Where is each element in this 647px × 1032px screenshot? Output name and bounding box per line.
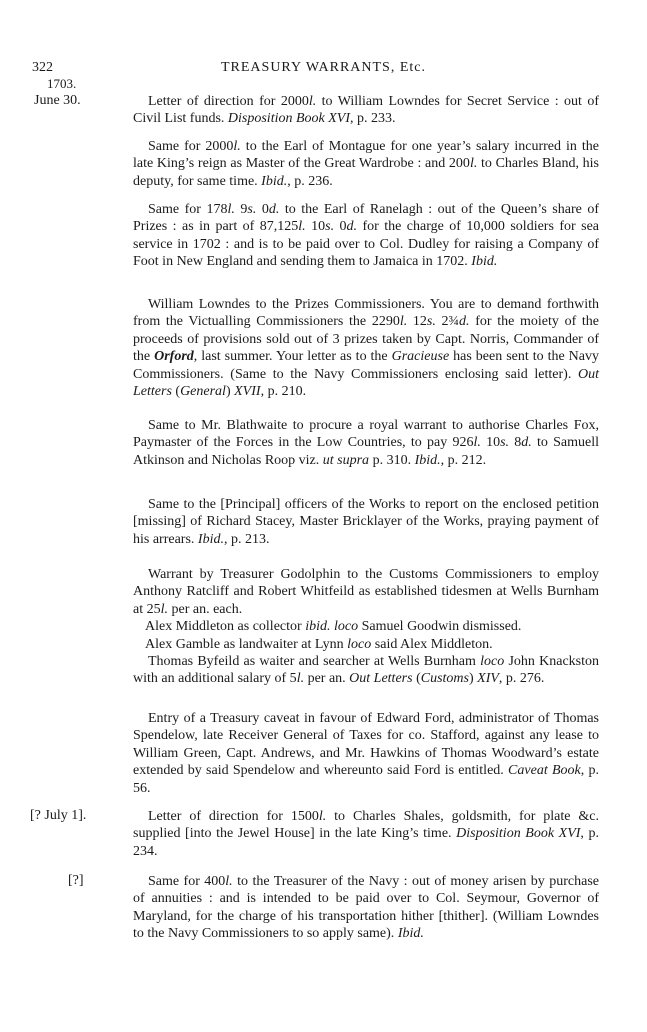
entry-prizes-commissioners — [133, 296, 599, 400]
entry-text: Letter of direction for 2000l. to William Lowndes for Secret Service : out of Civil List funds. Disposition Book XVI, p. 233. — [133, 94, 599, 127]
entry-text: Same to Mr. Blathwaite to procure a royal warrant to authorise Charles Fox, Paymaster of the Forces in the Low Countries, to pay 926l. 10s. 8d. to Samuell Atkinson and Nicholas Roop viz. ut supra p. 310. Ibid., p. 212. — [133, 418, 600, 468]
entry-officers-of-works — [133, 496, 599, 548]
entry-text: Same for 2000l. to the Earl of Montague for one year’s salary incurred in the late King’s reign as Master of the Great Wardrobe : and 200l. to Charles Bland, his deputy, for same time. Ibid., p. 236. — [133, 139, 600, 189]
entry-blathwaite — [133, 417, 599, 469]
entry-subline: Alex Gamble as landwaiter at Lynn loco said Alex Middleton. — [145, 636, 493, 652]
entry-text: Letter of direction for 1500l. to Charles Shales, goldsmith, for plate &c. supplied [into the Jewel House] in the late King’s time. Disposition Book XVI, p. 234. — [133, 809, 599, 859]
entry-text: Same for 400l. to the Treasurer of the Navy : out of money arisen by purchase of annuities : and is intended to be paid over to Col. Seymour, Governor of Maryland, for the charge of his transportation hither [thither]. (William Lowndes to the Navy Commissioners to so apply same). Ibid. — [133, 874, 599, 942]
entry-text: Same to the [Principal] officers of the Works to report on the enclosed petition [missing] of Richard Stacey, Master Bricklayer of the Works, praying payment of his arrears. Ibid., p. 213. — [133, 497, 599, 547]
entry-secret-service — [133, 93, 599, 128]
entry-text: Warrant by Treasurer Godolphin to the Customs Commissioners to employ Anthony Ratcliff and Robert Whitfeild as established tidesmen at Wells Burnham at 25l. per an. each. — [133, 567, 599, 617]
entry-text: Entry of a Treasury caveat in favour of Edward Ford, administrator of Thomas Spendelow, late Receiver General of Taxes for co. Stafford, against any lease to William Green, Capt. Andrews, and Mr. Hawkins of Thomas Woodward’s estate extended by said Spendelow and whereunto said Ford is entitled. Caveat Book, p. 56. — [133, 711, 599, 796]
entry-customs-warrant — [133, 566, 599, 688]
entry-subline: Alex Middleton as collector ibid. loco Samuel Goodwin dismissed. — [145, 619, 522, 635]
year-label: 1703. — [47, 76, 77, 91]
running-title: TREASURY WARRANTS, Etc. — [220, 60, 426, 75]
date-label-july-1: [? July 1]. — [30, 808, 87, 823]
entry-treasury-caveat — [133, 710, 599, 797]
entry-jewel-house — [133, 808, 599, 860]
entry-navy-treasurer — [133, 873, 599, 943]
page-number: 322 — [32, 60, 53, 75]
entry-text: William Lowndes to the Prizes Commissioners. You are to demand forthwith from the Victualling Commissioners the 2290l. 12s. 2¾d. for the moiety of the proceeds of provisions sold out of 3 prizes taken by Capt. Norris, Commander of the Orford, last summer. Your letter as to the Gracieuse has been sent to the Navy Commissioners. (Same to the Navy Commissioners enclosing said letter). Out Letters (General) XVII, p. 210. — [133, 297, 600, 400]
date-label-june-30: June 30. — [34, 93, 81, 108]
entry-text: Thomas Byfeild as waiter and searcher at Wells Burnham loco John Knackston with an additional salary of 5l. per an. Out Letters (Customs) XIV, p. 276. — [133, 654, 599, 687]
entry-earl-of-ranelagh — [133, 201, 599, 271]
date-label-unknown: [?] — [68, 873, 84, 888]
entry-great-wardrobe — [133, 138, 599, 190]
entry-text: Same for 178l. 9s. 0d. to the Earl of Ranelagh : out of the Queen’s share of Prizes : as in part of 87,125l. 10s. 0d. for the charge of 10,000 soldiers for sea service in 1702 : and is to be paid over to Col. Dudley for raising a Company of Foot in New England and sending them to Jamaica in 1702. Ibid. — [133, 202, 600, 270]
